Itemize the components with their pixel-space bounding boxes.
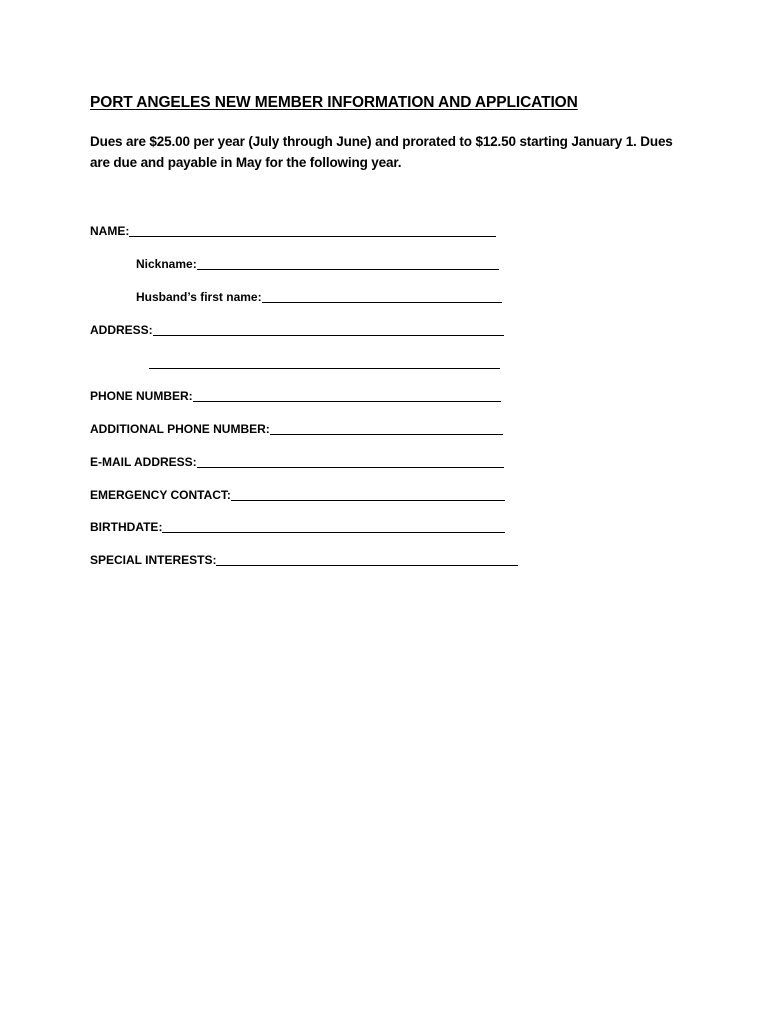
phone-number-label: PHONE NUMBER: (90, 389, 193, 403)
email-address-label: E-MAIL ADDRESS: (90, 455, 197, 469)
additional-phone-number-label: ADDITIONAL PHONE NUMBER: (90, 422, 270, 436)
name-input-line[interactable] (129, 224, 496, 237)
address-input-line[interactable] (153, 323, 504, 336)
birthdate-input-line[interactable] (162, 520, 505, 533)
emergency-contact-input-line[interactable] (231, 488, 505, 501)
name-field (90, 222, 496, 238)
address-label: ADDRESS: (90, 323, 153, 337)
email-address-field (90, 453, 504, 469)
emergency-contact-label: EMERGENCY CONTACT: (90, 488, 231, 502)
email-address-input-line[interactable] (197, 455, 504, 468)
phone-number-input-line[interactable] (193, 389, 501, 402)
phone-number-field (90, 387, 501, 403)
additional-phone-number-field (90, 420, 503, 436)
emergency-contact-field (90, 486, 505, 502)
husband-first-name-input-line[interactable] (262, 290, 502, 303)
birthdate-label: BIRTHDATE: (90, 520, 163, 534)
dues-paragraph: Dues are $25.00 per year (July through June) and prorated to $12.50 starting January 1. Dues are due and payable in May for the following year. (90, 134, 673, 170)
nickname-label: Nickname: (136, 257, 197, 271)
special-interests-field (90, 551, 518, 567)
special-interests-label: SPECIAL INTERESTS: (90, 553, 217, 567)
nickname-field (136, 255, 499, 271)
address-second-line[interactable] (149, 368, 500, 369)
additional-phone-number-input-line[interactable] (270, 422, 503, 435)
husband-first-name-label: Husband’s first name: (136, 290, 262, 304)
nickname-input-line[interactable] (197, 257, 499, 270)
form-title: PORT ANGELES NEW MEMBER INFORMATION AND APPLICATION (90, 94, 578, 111)
address-field (90, 321, 504, 337)
name-label: NAME: (90, 224, 130, 238)
special-interests-input-line[interactable] (216, 553, 518, 566)
husband-first-name-field (136, 288, 502, 304)
birthdate-field (90, 518, 505, 534)
